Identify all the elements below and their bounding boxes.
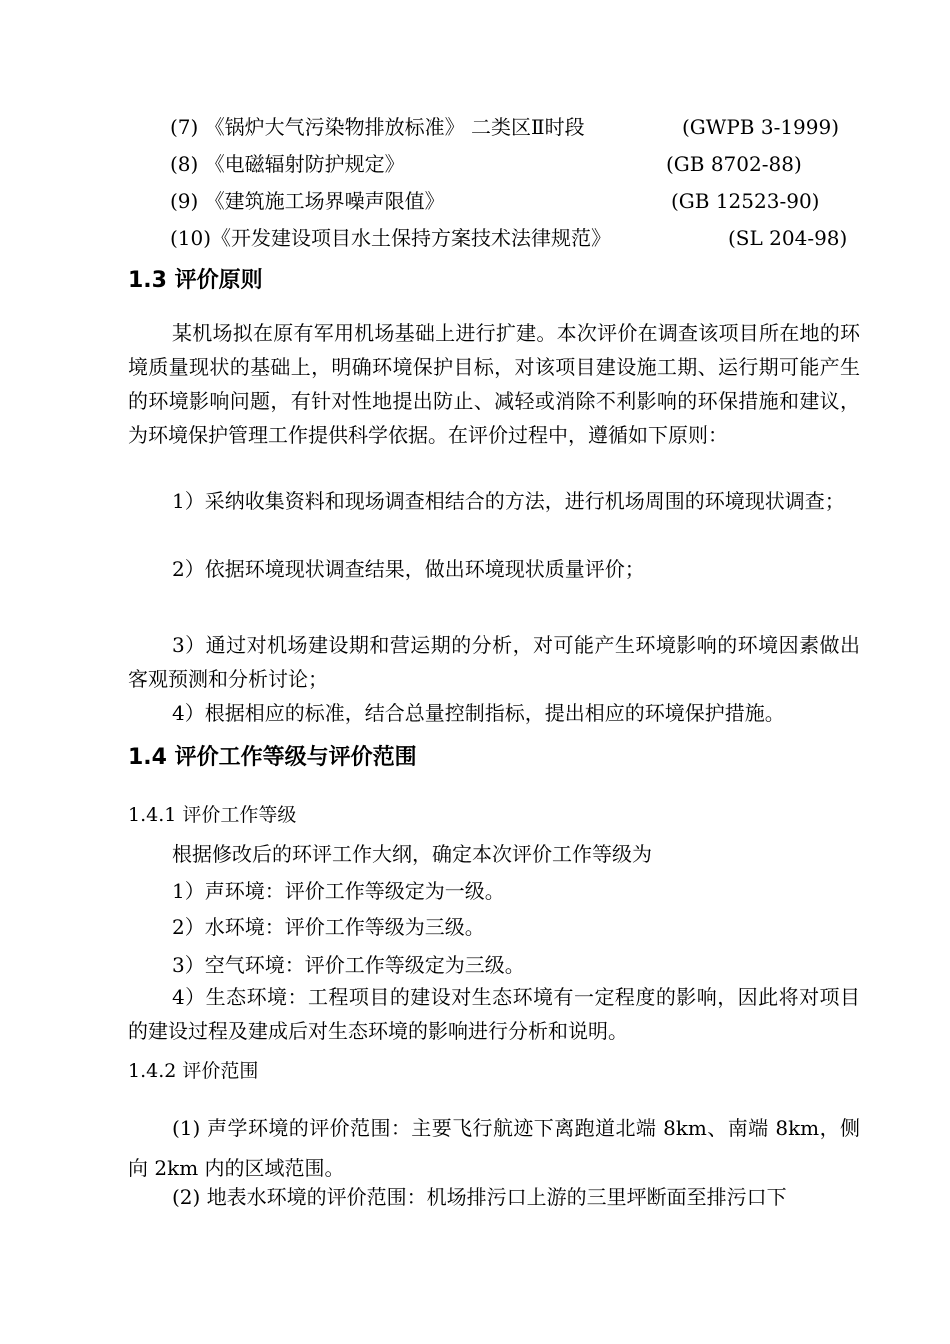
standard-item-9 <box>170 186 820 216</box>
section-heading-1-4: 1.4 评价工作等级与评价范围 <box>128 745 417 770</box>
section-heading-1-3: 1.3 评价原则 <box>128 268 263 293</box>
intro-paragraph: 某机场拟在原有军用机场基础上进行扩建。本次评价在调查该项目所在地的环境质量现状的基础上，明确环境保护目标，对该项目建设施工期、运行期可能产生的环境影响问题，有针对性地提出防止、减轻或消除不利影响的环保措施和建议，为环境保护管理工作提供科学依据。在评价过程中，遵循如下原则： <box>128 321 860 447</box>
standard-code: (GWPB 3-1999) <box>682 115 840 139</box>
standard-label: (8) 《电磁辐射防护规定》 <box>170 152 405 176</box>
standard-label: (10)《开发建设项目水土保持方案技术法律规范》 <box>170 226 612 250</box>
standard-code: (GB 12523-90) <box>671 189 820 213</box>
standard-item-8 <box>170 149 802 179</box>
range-surface-water: (2) 地表水环境的评价范围：机场排污口上游的三里坪断面至排污口下 <box>172 1185 787 1209</box>
grade-air: 3）空气环境：评价工作等级定为三级。 <box>172 953 525 977</box>
subsection-heading-1-4-2: 1.4.2 评价范围 <box>128 1060 259 1082</box>
principle-1: 1）采纳收集资料和现场调查相结合的方法，进行机场周围的环境现状调查； <box>172 489 845 513</box>
principle-3: 3）通过对机场建设期和营运期的分析，对可能产生环境影响的环境因素做出客观预测和分析讨论； <box>128 633 860 691</box>
standard-label: (7) 《锅炉大气污染物排放标准》 二类区Ⅱ时段 <box>170 115 585 139</box>
subsection-heading-1-4-1: 1.4.1 评价工作等级 <box>128 804 297 826</box>
grade-ecology: 4）生态环境：工程项目的建设对生态环境有一定程度的影响，因此将对项目的建设过程及建成后对生态环境的影响进行分析和说明。 <box>128 985 860 1043</box>
standard-code: (SL 204-98) <box>728 226 848 250</box>
standard-code: (GB 8702-88) <box>666 152 802 176</box>
range-noise: (1) 声学环境的评价范围：主要飞行航迹下离跑道北端 8km、南端 8km，侧向 2km 内的区域范围。 <box>128 1116 860 1180</box>
principle-2: 2）依据环境现状调查结果，做出环境现状质量评价； <box>172 557 645 581</box>
grade-intro: 根据修改后的环评工作大纲，确定本次评价工作等级为 <box>172 842 652 866</box>
grade-noise: 1）声环境：评价工作等级定为一级。 <box>172 879 505 903</box>
standard-item-10 <box>170 223 848 253</box>
standard-label: (9) 《建筑施工场界噪声限值》 <box>170 189 445 213</box>
principle-4: 4）根据相应的标准，结合总量控制指标，提出相应的环境保护措施。 <box>172 701 785 725</box>
standard-item-7 <box>170 112 840 142</box>
grade-water: 2）水环境：评价工作等级为三级。 <box>172 915 485 939</box>
